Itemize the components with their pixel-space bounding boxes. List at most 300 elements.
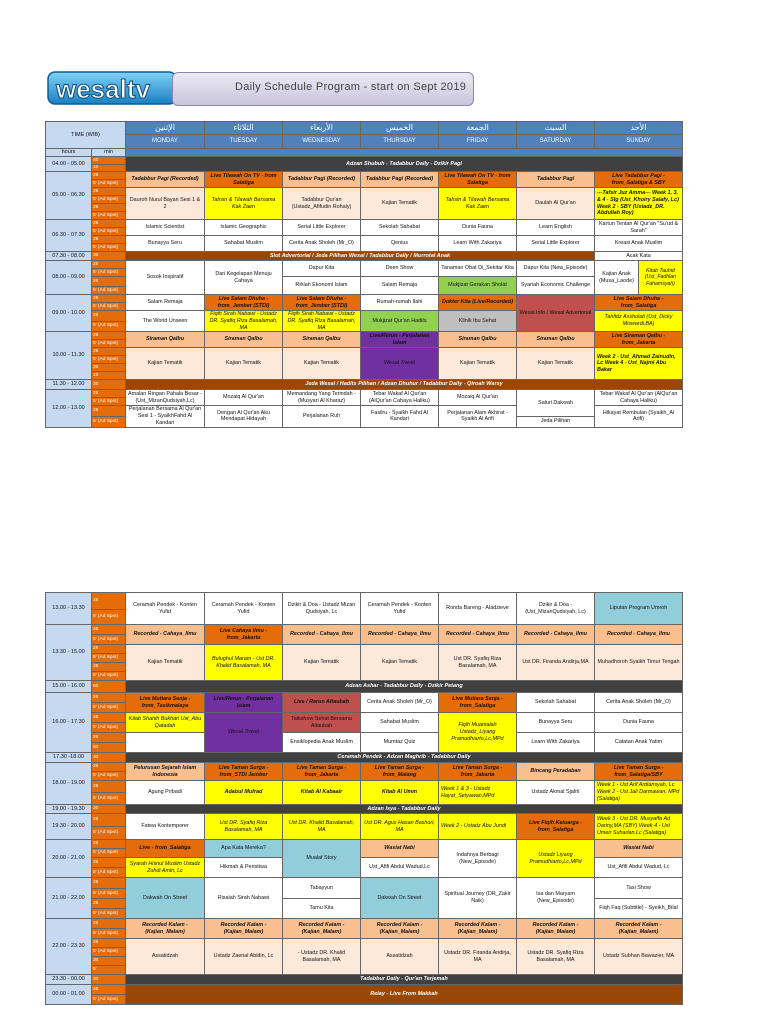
sunday-split xyxy=(595,252,683,261)
program-cell: Learn With Zakariya xyxy=(517,733,595,753)
min-cell: 30 xyxy=(92,753,126,763)
program-cell: Live Mutiara Senja - from_Tasikmalaya xyxy=(126,693,205,713)
time-slot: 08.00 - 09.00 xyxy=(46,261,92,295)
time-slot: 09.00 - 10.00 xyxy=(46,295,92,332)
program-cell: Recorded Kalam - (Kajian_Malam) xyxy=(361,919,439,939)
svg-text:wesaltv: wesaltv xyxy=(56,74,150,104)
program-bar: Tadabbur Daily - Qur'an Terjemah xyxy=(126,975,683,985)
min-cell: 5' (Ad Spot) xyxy=(92,793,126,805)
min-cell: 5' (Ad Spot) xyxy=(92,849,126,858)
program-cell: Tahfidz Assholati (Ust_Dicky Miswardi,BA) xyxy=(595,311,683,332)
time-slot: 22.00 - 23.30 xyxy=(46,919,92,975)
program-cell: Wasiat Nabi xyxy=(361,840,439,858)
program-cell: Bulughul Maram - Ust DR. Khalid Basalamah, MA xyxy=(205,645,283,681)
program-cell: Live Salam Dhuha - from_Jember (STDI) xyxy=(283,295,361,311)
program-cell: Ceramah Pendek - Konten Yufid xyxy=(361,593,439,625)
program-cell: Ustadz DR. Syafiq Riza Basalamah, MA xyxy=(517,939,595,975)
program-cell: Spiritual Journey (DR_Zakir Naik) xyxy=(439,878,517,919)
min-cell: 5' (Ad Spot) xyxy=(92,321,126,332)
min-cell: 10 xyxy=(92,165,126,172)
min-cell: 30 xyxy=(92,975,126,985)
min-cell: 25 xyxy=(92,858,126,868)
program-cell: Siraman Qalbu xyxy=(283,332,361,348)
program-cell: Fiqih Sirah Nabawi - Ustadz DR. Syafiq Riza Basalamah, MA xyxy=(283,311,361,332)
min-cell: 25 xyxy=(92,693,126,703)
program-cell: Live Taman Surga - from_STDI Jember xyxy=(205,763,283,781)
program-cell: Indahnya Berbagi (New_Episode) xyxy=(439,840,517,878)
min-cell: 5' (Ad Spot) xyxy=(92,909,126,919)
header xyxy=(46,68,467,108)
program-cell: Bunayya Seru xyxy=(126,236,205,252)
min-cell: 25 xyxy=(92,204,126,212)
program-cell: Syariah Economic Challenge xyxy=(517,277,595,295)
program-cell: Ust DR. Firanda Andirja,MA xyxy=(517,645,595,681)
program-cell: Recorded Kalam - (Kajian_Malam) xyxy=(126,919,205,939)
program-cell: Live/Rerun - Perjalanan Islam xyxy=(205,693,283,713)
program-cell: Jeda Pilihan xyxy=(517,416,595,427)
time-slot: 13.30 - 15.00 xyxy=(46,625,92,681)
program-cell: Siraman Qalbu xyxy=(517,332,595,348)
day-arabic: الأحد xyxy=(595,122,683,135)
program-cell: Dauroh Nurul Bayan Sesi 1 & 2 xyxy=(126,188,205,220)
program-cell: Siraman Qalbu xyxy=(205,332,283,348)
program-cell: Hikayat Rembulan (Syaikh_Al Arifi) xyxy=(595,406,683,427)
program-cell: Wesal Info / Wesal Advertorial xyxy=(517,295,595,332)
program-cell: Ust DR. Khalid Basalamah, MA xyxy=(283,814,361,840)
program-cell: Kitab Shahih Bukhari Ust_Abu Qatadah xyxy=(126,713,205,733)
program-cell: Serial Little Explorer xyxy=(283,220,361,236)
schedule-table-morning xyxy=(45,121,683,428)
program-cell: Apa Kata Mereka? xyxy=(205,840,283,858)
program-cell: Tahsin & Tilawah Bersama Kak Zaen xyxy=(205,188,283,220)
program-cell: Fatwa Kontemporer xyxy=(126,814,205,840)
program-cell: Dunia Fauna xyxy=(595,713,683,733)
program-cell: Catatan Anak Yatim xyxy=(595,733,683,753)
program-cell: Sekolah Sahabat xyxy=(517,693,595,713)
program-cell: Tebar Wakaf Al Qur'an (AlQur'an Cahaya Haliku) xyxy=(595,390,683,406)
day-arabic: الإثنين xyxy=(126,122,205,135)
program-cell: Mozaiq Al Qur'an xyxy=(205,390,283,406)
min-cell: 30 xyxy=(92,957,126,966)
program-cell: Pelurusan Sejarah Islam Indonesia xyxy=(126,763,205,781)
min-cell: 30 xyxy=(92,252,126,261)
program-cell: Week 3 - Ust DR. Musyaffa Ad Dariny,MA (SBY) Week 4 - Ust Umeir Suharlan,Lc (Salatiga) xyxy=(595,814,683,840)
program-cell: Perjalanan Bersama Al Qur'an Sesi 1 - SyaikhFahd Al Kandari xyxy=(126,406,205,427)
title-banner xyxy=(172,72,474,106)
program-cell: Recorded - Cahaya_Ilmu xyxy=(126,625,205,645)
min-cell: 5' (Ad Spot) xyxy=(92,772,126,781)
program-cell: Kajian Tematik xyxy=(205,348,283,380)
min-cell: 25 xyxy=(92,663,126,672)
program-cell: Siraman Qalbu xyxy=(439,332,517,348)
program-cell: Ronda Bareng - Aladzieve xyxy=(439,593,517,625)
program-cell: Tadabbur Pagi (Recorded) xyxy=(283,172,361,188)
min-cell: 25 xyxy=(92,188,126,196)
program-cell: Tasi Show xyxy=(595,878,683,899)
program-cell: Live Taman Surga - from_Jakarta xyxy=(283,763,361,781)
min-cell: 5' (Ad Spot) xyxy=(92,929,126,939)
program-cell: Tadabbur Pagi (Recorded) xyxy=(126,172,205,188)
program-cell: Live Siraman Qalbu - from_Jakarta xyxy=(595,332,683,348)
program-cell xyxy=(126,733,205,753)
min-cell: 25 xyxy=(92,295,126,303)
day-header: SUNDAY xyxy=(595,135,683,149)
program-cell: Mukjizat Gerakan Sholat xyxy=(439,277,517,295)
program-cell: Tadabbur Qur'an (Ustadz_Afifudin Rohaly) xyxy=(283,188,361,220)
program-cell: Bincang Peradaban xyxy=(517,763,595,781)
program-cell: Kajian Tematik xyxy=(126,645,205,681)
program-cell: Kajian Tematik xyxy=(439,348,517,380)
min-cell: 25 xyxy=(92,390,126,398)
program-cell: Salam Remaja xyxy=(126,295,205,311)
program-cell: Live Tadabbur Pagi - from_Salatiga & SBY xyxy=(595,172,683,188)
program-cell: Fiqh Faq (Subtitle) - Syeikh_Bilal xyxy=(595,899,683,919)
program-cell: Tanaman Obat Di_Sekitar Kita xyxy=(439,261,517,277)
min-cell: 5' (Ad Spot) xyxy=(92,889,126,899)
program-cell: Fiqih Muamalah Ustadz_Liyang Pramudhiarto,Lc,MPd xyxy=(439,713,517,753)
program-cell: Islamic Scientist xyxy=(126,220,205,236)
program-cell: Recorded - Cahaya_Ilmu xyxy=(595,625,683,645)
program-cell: Wasiat Nabi xyxy=(595,840,683,858)
program-cell: Ustadz Liyang Pramudhiarto,Lc,MPd xyxy=(517,840,595,878)
program-cell: Live / Rerun Altaubah xyxy=(283,693,361,713)
program-bar: Adzan Shubuh - Tadabbur Daily - Dzikir Pagi xyxy=(126,157,683,172)
program-cell: Kajian Tematik xyxy=(517,348,595,380)
min-cell: 25 xyxy=(92,814,126,827)
program-cell: Ensiklopedia Anak Muslim xyxy=(283,733,361,753)
program-cell: Recorded Kalam - (Kajian_Malam) xyxy=(595,919,683,939)
program-cell: Recorded Kalam - (Kajian_Malam) xyxy=(283,919,361,939)
program-cell: Risalah Sirah Nabawi xyxy=(205,878,283,919)
min-cell: 5' (Ad Spot) xyxy=(92,212,126,220)
time-header: TIME (WIB) xyxy=(46,122,126,149)
program-cell: Live Fiqih Keluarga - from_Salatiga xyxy=(517,814,595,840)
program-cell: Bunayya Seru xyxy=(517,713,595,733)
day-arabic: الثلاثاء xyxy=(205,122,283,135)
min-cell: 10 xyxy=(92,372,126,380)
min-header: min xyxy=(92,149,126,157)
program-cell: Hikmah & Peristiwa xyxy=(205,858,283,878)
program-cell: Kajian Anak (Musa_Laode) xyxy=(595,261,639,294)
program-cell: Dzikir & Doa - (Ust_MizanQudsiyah, Lc) xyxy=(517,593,595,625)
program-cell: - Ustadz DR. Khalid Basalamah, MA xyxy=(283,939,361,975)
program-cell: Mukjizat Qur'an Hadits xyxy=(361,311,439,332)
time-slot: 21.00 - 22.00 xyxy=(46,878,92,919)
min-cell: 25 xyxy=(92,172,126,180)
program-cell: Fiqih Sirah Nabawi - Ustadz DR. Syafiq Riza Basalamah, MA xyxy=(205,311,283,332)
time-slot: 06.30 - 07.30 xyxy=(46,220,92,252)
time-slot: 15.00 - 16.00 xyxy=(46,681,92,693)
program-cell: Saluri Dakwah xyxy=(517,390,595,417)
min-cell: 50 xyxy=(92,157,126,165)
program-cell: Recorded Kalam - (Kajian_Malam) xyxy=(517,919,595,939)
min-cell: 5' (Ad Spot) xyxy=(92,610,126,625)
min-cell: 5' (Ad Spot) xyxy=(92,228,126,236)
program-cell: Live Taman Surga - from_Malang xyxy=(361,763,439,781)
min-cell: 5' (Ad Spot) xyxy=(92,635,126,645)
program-cell: Klinik Ibu Sehat xyxy=(439,311,517,332)
program-cell: Week 1 - Ust Arif Ardiansyah, Lc Week 2 - Ust Jali Darmawan, MPd (Salatiga) xyxy=(595,781,683,805)
min-cell: 25 xyxy=(92,939,126,948)
min-cell: 25 xyxy=(92,332,126,340)
program-cell: Islamic Geographic xyxy=(205,220,283,236)
program-cell: Mozaiq Al Qur'an xyxy=(439,390,517,406)
min-cell: 25 xyxy=(92,277,126,287)
program-cell: Assatidzah xyxy=(126,939,205,975)
program-cell: Dapur Kita (New_Episode) xyxy=(517,261,595,277)
program-cell: Tadabbur Pagi (Recorded) xyxy=(361,172,439,188)
min-cell: 5' (Ad Spot) xyxy=(92,654,126,663)
program-cell: Deen Show xyxy=(361,261,439,277)
program-bar: Jeda Wesal / Hadits Pilihan / Adzan Dhuhur / Tadabbur Daily - Qiroah Warsy xyxy=(126,380,683,390)
program-bar: Adzan Ashar - Tadabbur Daily - Dzikir Petang xyxy=(126,681,683,693)
min-cell: 5' (Ad Spot) xyxy=(92,827,126,840)
min-cell: 25 xyxy=(92,220,126,228)
program-cell: Kajian Tematik xyxy=(361,645,439,681)
program-cell: Kitab Tauhid (Ust_Fadhlan Fahamsyah) xyxy=(639,261,683,294)
day-header: WEDNESDAY xyxy=(283,135,361,149)
time-slot: 10.00 - 11.30 xyxy=(46,332,92,380)
program-cell: Ustadz Zaenal Abidin, Lc xyxy=(205,939,283,975)
program-cell: Sosok Inspiratif xyxy=(126,261,205,295)
program-cell: Recorded Kalam - (Kajian_Malam) xyxy=(205,919,283,939)
program-cell: Dunia Fauna xyxy=(439,220,517,236)
program-cell: Dokter Kita (Live/Recorded) xyxy=(439,295,517,311)
day-header: TUESDAY xyxy=(205,135,283,149)
min-cell: 30 xyxy=(92,380,126,390)
program-cell: Salam Remaja xyxy=(361,277,439,295)
program-cell: Perjalanan Ruh xyxy=(283,406,361,427)
program-cell: Ust DR. Syafiq Riza Basalamah, MA xyxy=(205,814,283,840)
program-cell: Tahsin & Tilawah Bersama Kak Zaen xyxy=(439,188,517,220)
program-cell: Acak Kata xyxy=(595,253,682,260)
program-cell: Live - from_Salatiga xyxy=(126,840,205,858)
min-cell: 25 xyxy=(92,236,126,244)
program-cell: Dakwah On Street xyxy=(361,878,439,919)
min-cell: 50 xyxy=(92,743,126,753)
program-cell: Learn English xyxy=(517,220,595,236)
min-cell: 25 xyxy=(92,311,126,322)
min-cell: 25 xyxy=(92,406,126,417)
time-slot: 23.30 - 00.00 xyxy=(46,975,92,985)
min-cell: 5' (Ad Spot) xyxy=(92,948,126,957)
program-cell: Recorded - Cahaya_Ilmu xyxy=(517,625,595,645)
program-cell: Ust_Afifi Abdul Wadud, Lc xyxy=(595,858,683,878)
program-cell: Ust_Afifi Abdul Wadud,Lc xyxy=(361,858,439,878)
time-slot: 16.00 - 17.30 xyxy=(46,693,92,753)
min-cell: 5' (Ad Spot) xyxy=(92,398,126,406)
program-bar: Slot Advertorial / Jeda Pilihan Wesal / Tadabbur Daily / Murrotal Anak xyxy=(126,252,595,261)
program-cell: Amalan Ringan Pahala Besar - (Ust_MizanQudsiyah,Lc) xyxy=(126,390,205,406)
program-cell: Tadabbur Pagi xyxy=(517,172,595,188)
program-cell: Daulah Al Qur'an xyxy=(517,188,595,220)
program-bar: Relay - Live From Makkah xyxy=(126,985,683,1005)
min-cell: 5' (Ad Spot) xyxy=(92,703,126,713)
min-cell: 25 xyxy=(92,878,126,889)
spacer-row xyxy=(126,149,683,157)
min-cell: 5' (Ad Spot) xyxy=(92,995,126,1005)
min-cell: 5' (Ad Spot) xyxy=(92,244,126,252)
min-cell: 5' (Ad Spot) xyxy=(92,340,126,348)
time-slot: 00.00 - 01.00 xyxy=(46,985,92,1005)
program-cell: Live Mutiara Senja - from_Salatiga xyxy=(439,693,517,713)
program-cell: Learn With Zakariya xyxy=(439,236,517,252)
min-cell: 5' (Ad Spot) xyxy=(92,269,126,277)
program-cell: Qenius xyxy=(361,236,439,252)
program-cell: Fasilru - Syaikh Fahd Al Kandari xyxy=(361,406,439,427)
program-cell: Liputan Program Umroh xyxy=(595,593,683,625)
time-slot: 17.30 -18.00 xyxy=(46,753,92,763)
program-cell: Cerita Anak Sholeh (Mr_O) xyxy=(283,236,361,252)
program-cell: Assatidzah xyxy=(361,939,439,975)
min-cell: 50 xyxy=(92,681,126,693)
program-cell: Dzikir & Doa - Ustadz Mizan Qudsiyah, Lc xyxy=(283,593,361,625)
program-cell: Cerita Anak Sholeh (Mr_O) xyxy=(361,693,439,713)
program-cell: The World Unseen xyxy=(126,311,205,332)
min-cell: 25 xyxy=(92,733,126,743)
program-cell: Live Taman Surga - from_Salatiga/SBY xyxy=(595,763,683,781)
day-header: FRIDAY xyxy=(439,135,517,149)
min-cell: 25 xyxy=(92,593,126,610)
min-cell: 5' (Ad Spot) xyxy=(92,672,126,681)
program-cell: Ust DR. Syafiq Riza Basalamah, MA xyxy=(439,645,517,681)
min-cell: 25 xyxy=(92,763,126,772)
min-cell: 30 xyxy=(92,805,126,814)
time-slot: 07.30 - 08.00 xyxy=(46,252,92,261)
program-cell: Live Salam Dhuha - from_Jember (STDI) xyxy=(205,295,283,311)
time-slot: 19.00 - 19.30 xyxy=(46,805,92,814)
program-cell: Dengan Al Qur'an Aku Mendapat Hidayah xyxy=(205,406,283,427)
program-cell: Dari Kegelapan Menuju Cahaya xyxy=(205,261,283,295)
program-cell: Wesal Travel xyxy=(361,348,439,380)
program-cell: Kitab Al Umm xyxy=(361,781,439,805)
program-cell: Wesal Travel xyxy=(205,713,283,753)
day-header: MONDAY xyxy=(126,135,205,149)
program-cell: Ceramah Pendek - Konten Yufid xyxy=(126,593,205,625)
program-bar: Ceramah Pendek - Adzan Maghrib - Tadabbur Daily xyxy=(126,753,683,763)
min-cell: 5' (Ad Spot) xyxy=(92,303,126,311)
page-title: Daily Schedule Program - start on Sept 2019 xyxy=(235,81,467,93)
program-cell: Mumtaz Quiz xyxy=(361,733,439,753)
time-slot: 05.00 - 06.30 xyxy=(46,172,92,220)
program-cell: Adabul Mufrad xyxy=(205,781,283,805)
program-cell: Talkshow Sehat Bersama Altaubah xyxy=(283,713,361,733)
program-cell: Kreasi Anak Muslim xyxy=(595,236,683,252)
program-cell: Ustadz DR. Firanda Andirja, MA xyxy=(439,939,517,975)
program-cell: Dapur Kita xyxy=(283,261,361,277)
min-cell: 25 xyxy=(92,899,126,909)
day-arabic: الخميس xyxy=(361,122,439,135)
program-cell: Sahabat Muslim xyxy=(205,236,283,252)
program-cell: Kitab Al Kabaair xyxy=(283,781,361,805)
program-cell: Ustadz Subhan Bawazier, MA xyxy=(595,939,683,975)
min-cell: 25 xyxy=(92,645,126,654)
min-cell: 5' xyxy=(92,966,126,975)
program-cell: Tamu Kita xyxy=(283,899,361,919)
min-cell: 5' (Ad Spot) xyxy=(92,180,126,188)
time-slot: 13.00 - 13.30 xyxy=(46,593,92,625)
min-cell: 25 xyxy=(92,713,126,723)
min-cell: 5' (Ad Spot) xyxy=(92,287,126,295)
min-cell: 25 xyxy=(92,985,126,995)
min-cell: 5' (Ad Spot) xyxy=(92,416,126,427)
program-cell: Live Tilawah On TV - from Salatiga xyxy=(439,172,517,188)
program-cell: Memandang Yang Terindah - (Musyari Al Kharaz) xyxy=(283,390,361,406)
time-slot: 18.00 - 19.00 xyxy=(46,763,92,805)
program-cell: Ust DR. Agus Hasan Bashori, MA xyxy=(361,814,439,840)
program-cell: Isa dan Maryam (New_Episode) xyxy=(517,878,595,919)
min-cell: 30 xyxy=(92,364,126,372)
min-cell: 25 xyxy=(92,781,126,793)
program-cell: Muhadhoroh Syaikh Timur Tengah xyxy=(595,645,683,681)
program-cell: Agung Pribadi xyxy=(126,781,205,805)
program-cell: Ceramah Pendek - Konten Yufid xyxy=(205,593,283,625)
program-cell: Perjalanan Alam Akhirat - Syaikh Al Arifi xyxy=(439,406,517,427)
program-cell: Sahabat Muslim xyxy=(361,713,439,733)
min-cell: 25 xyxy=(92,919,126,929)
program-cell: Live/Rerun - Perjalanan Islam xyxy=(361,332,439,348)
min-cell: 25 xyxy=(92,625,126,635)
time-slot: 20.00 - 21.00 xyxy=(46,840,92,878)
program-cell: Dakwah On Street xyxy=(126,878,205,919)
program-cell: Recorded - Cahaya_Ilmu xyxy=(283,625,361,645)
program-cell: Live Taman Surga - from_Jakarta xyxy=(439,763,517,781)
program-cell: Tabayyun xyxy=(283,878,361,899)
program-cell: Kajian Tematik xyxy=(283,348,361,380)
schedule-table-evening xyxy=(45,592,683,1005)
program-cell: Sekolah Sahabat xyxy=(361,220,439,236)
program-cell: Live Salam Dhuha - from_Salatiga xyxy=(595,295,683,311)
program-cell: Week 1 & 3 - Ustadz Hayat_Setyawan,MPd xyxy=(439,781,517,805)
time-slot: 11.30 - 12.00 xyxy=(46,380,92,390)
program-bar: Adzan Isya - Tadabbur Daily xyxy=(126,805,683,814)
program-cell: Kajian Tematik xyxy=(126,348,205,380)
program-cell: Rihlah Ekonomi Islam xyxy=(283,277,361,295)
hours-header: hours xyxy=(46,149,92,157)
day-arabic: الجمعة xyxy=(439,122,517,135)
min-cell: 25 xyxy=(92,261,126,269)
program-cell: Kajian Tematik xyxy=(361,188,439,220)
day-arabic: الأربعاء xyxy=(283,122,361,135)
program-cell: Recorded - Cahaya_Ilmu xyxy=(439,625,517,645)
time-slot: 19.30 - 20.00 xyxy=(46,814,92,840)
min-cell: 25 xyxy=(92,348,126,356)
day-arabic: السبت xyxy=(517,122,595,135)
sunday-split xyxy=(595,261,683,295)
program-cell: Live Tilawah On TV - from Salatiga xyxy=(205,172,283,188)
program-cell: Recorded - Cahaya_Ilmu xyxy=(361,625,439,645)
program-cell: Week 2 - Ustadz Abu Jundi xyxy=(439,814,517,840)
program-cell: Siraman Qalbu xyxy=(126,332,205,348)
program-cell: ---Tafsir Juz Amma--- Week 1, 3, & 4 - Slg (Ust_Khoiry Salafy, Lc) Week 2 - SBY (Ustadz_DR. Abdullah Roy) xyxy=(595,188,683,220)
time-slot: 12.00 - 13.00 xyxy=(46,390,92,427)
program-cell: Tebar Wakaf Al Qur'an (AlQur'an Cahaya Haliku) xyxy=(361,390,439,406)
time-slot: 04.00 - 05.00 xyxy=(46,157,92,172)
program-cell: Syarah Hisnul Muslim Ustadz Zuhdi Amin, Lc xyxy=(126,858,205,878)
program-cell: Rumah-rumah Ilahi xyxy=(361,295,439,311)
wesaltv-logo xyxy=(46,68,180,108)
min-cell: 5' (Ad Spot) xyxy=(92,356,126,364)
program-cell: Live Cahaya Ilmu - from_Jakarta xyxy=(205,625,283,645)
program-cell: Kajian Tematik xyxy=(283,645,361,681)
program-cell: Recorded Kalam - (Kajian_Malam) xyxy=(439,919,517,939)
program-cell: Serial Little Explorer xyxy=(517,236,595,252)
min-cell: 5' (Ad Spot) xyxy=(92,196,126,204)
program-cell: Mualaf Story xyxy=(283,840,361,878)
program-cell: Week 2 - Ust_Ahmad Zainudin, Lc Week 4 - Ust_Najmi Abu Bakar xyxy=(595,348,683,380)
min-cell: 25 xyxy=(92,840,126,849)
min-cell: 5' (Ad Spot) xyxy=(92,723,126,733)
